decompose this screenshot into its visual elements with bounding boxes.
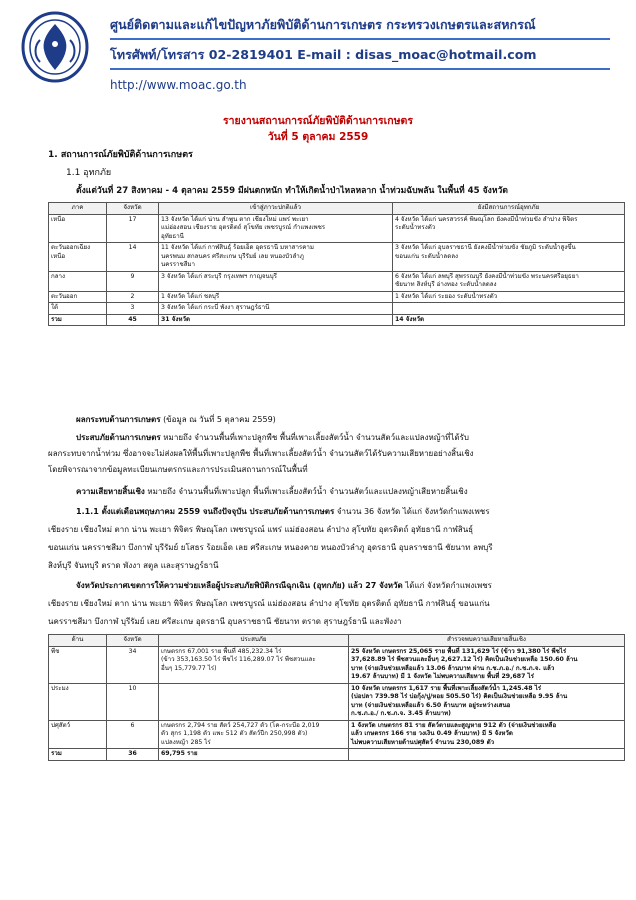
agency-title: ศูนย์ติดตามและแก้ไขปัญหาภัยพิบัติด้านการเกษตร กระทรวงเกษตรและสหกรณ์ bbox=[110, 17, 536, 32]
header-divider bbox=[110, 68, 610, 70]
affected-cell bbox=[159, 646, 349, 683]
affected-cell bbox=[159, 683, 349, 720]
cell-line: นครราชสีมา bbox=[161, 261, 196, 268]
cell-line: แล้ว เกษตรกร 166 ราย วงเงิน 0.49 ล้านบาท) มี 5 จังหวัด bbox=[351, 730, 513, 737]
count-cell: 6 bbox=[107, 720, 159, 749]
side-cell: ปศุสัตว์ bbox=[49, 720, 107, 749]
region-cell: เหนือ bbox=[49, 214, 107, 243]
col-header-region: ภาค bbox=[49, 203, 107, 215]
cell-line: ขอนแก่น ระดับน้ำลดลง bbox=[395, 252, 459, 260]
cell-line: 37,628.89 ไร่ พืชสวนและอื่นๆ 2,627.12 ไร่) คิดเป็นเงินช่วยเหลือ 150.60 ล้าน bbox=[351, 656, 578, 663]
cell-line: 6 จังหวัด ได้แก่ ลพบุรี สุพรรณบุรี ยังคงมีน้ำท่วมขัง พระนครศรีอยุธยา bbox=[395, 272, 579, 280]
ministry-seal-logo bbox=[20, 10, 90, 84]
total-damage bbox=[349, 749, 625, 761]
cell-line: 1 จังหวัด เกษตรกร 81 ราย สัตว์ตายและสูญหาย 912 ตัว (จ่ายเงินช่วยเหลือ bbox=[351, 721, 557, 729]
cell-line: 13 จังหวัด ได้แก่ น่าน ลำพูน ตาก เชียงใหม่ แพร่ พะเยา bbox=[161, 215, 309, 223]
damage-cell bbox=[349, 720, 625, 749]
total-label: รวม bbox=[49, 749, 107, 761]
normal-cell bbox=[159, 303, 393, 315]
total-count: 45 bbox=[107, 314, 159, 326]
cell-line: 3 จังหวัด ได้แก่ สระบุรี กรุงเทพฯ กาญจนบุรี bbox=[161, 272, 277, 280]
report-title: รายงานสถานการณ์ภัยพิบัติด้านการเกษตร bbox=[223, 115, 413, 127]
cell-line: (บ่อปลา 739.98 ไร่ บ่อกุ้ง/ปู/หอย 505.50 ไร่) คิดเป็นเงินช่วยเหลือ 9.95 ล้าน bbox=[351, 693, 568, 700]
cell-line: อื่นๆ 15,779.77 ไร่) bbox=[161, 664, 217, 672]
cell-line: 4 จังหวัด ได้แก่ นครสวรรค์ พิษณุโลก ยังคงมีน้ำท่วมขัง ลำปาง พิจิตร bbox=[395, 215, 578, 223]
table-header-row bbox=[49, 203, 625, 215]
table-row bbox=[49, 683, 625, 720]
col-header-normal: เข้าสู่ภาวะปกติแล้ว bbox=[159, 203, 393, 215]
cell-line: 1 จังหวัด ได้แก่ ชลบุรี bbox=[161, 292, 220, 300]
cell-line: ไม่พบความเสียหายด้านปศุสัตว์ จำนวน 230,089 ตัว bbox=[351, 738, 495, 746]
subsection-heading: 1.1 อุทกภัย bbox=[66, 168, 112, 178]
region-cell: ตะวันออก bbox=[49, 291, 107, 303]
letterhead bbox=[0, 0, 636, 100]
total-row bbox=[49, 749, 625, 761]
damage-definition: ความเสียหายสิ้นเชิง หมายถึง จำนวนพื้นที่เพาะปลูก พื้นที่เพาะเลี้ยงสัตว์น้ำ จำนวนสัตว์และแปลงหญ้าเสียหายสิ้นเชิง bbox=[76, 487, 468, 496]
table-row bbox=[49, 720, 625, 749]
emergency-declaration: จังหวัดประกาศเขตการให้ความช่วยเหลือผู้ประสบภัยพิบัติกรณีฉุกเฉิน (อุทกภัย) แล้ว 27 จังหวัด ได้แก่ จังหวัดกำแพงเพชร bbox=[76, 581, 492, 590]
flood-period: ตั้งแต่วันที่ 27 สิงหาคม - 4 ตุลาคม 2559 มีฝนตกหนัก ทำให้เกิดน้ำป่าไหลหลาก น้ำท่วมฉับพลัน ในพื้นที่ 45 จังหวัด bbox=[76, 186, 508, 196]
cell-line: อุทัยธานี bbox=[161, 232, 184, 240]
cell-line: บาท (จ่ายเงินช่วยเหลือแล้ว 13.06 ล้านบาท ผ่าน ก.ช.ภ.อ./ ก.ช.ภ.จ. แล้ว bbox=[351, 664, 555, 672]
col-header-count: จังหวัด bbox=[107, 203, 159, 215]
cell-line: 11 จังหวัด ได้แก่ กาฬสินธุ์ ร้อยเอ็ด อุดรธานี มหาสารคาม bbox=[161, 244, 314, 251]
damage-table bbox=[48, 634, 625, 761]
normal-cell bbox=[159, 271, 393, 291]
count-cell: 14 bbox=[107, 243, 159, 272]
impact-paragraph: โดยพิจารณาจากข้อมูลทะเบียนเกษตรกรและการประเมินสถานการณ์ในพื้นที่ bbox=[48, 465, 308, 474]
website-link[interactable]: http://www.moac.go.th bbox=[110, 78, 247, 92]
normal-cell bbox=[159, 214, 393, 243]
cell-line: 1 จังหวัด ได้แก่ ระยอง ระดับน้ำทรงตัว bbox=[395, 292, 498, 300]
region-cell: ตะวันออกเฉียงเหนือ bbox=[49, 243, 107, 272]
region-cell: กลาง bbox=[49, 271, 107, 291]
affected-summary: เชียงราย เชียงใหม่ ตาก น่าน พะเยา พิจิตร พิษณุโลก เพชรบูรณ์ แพร่ แม่ฮ่องสอน ลำปาง สุโขทัย อุตรดิตถ์ อุทัยธานี กาฬสินธุ์ bbox=[48, 525, 474, 534]
table-row bbox=[49, 303, 625, 315]
cell-line: 3 จังหวัด ได้แก่ กระบี่ พังงา สุราษฎร์ธานี bbox=[161, 304, 270, 311]
cell-line: ระดับน้ำทรงตัว bbox=[395, 224, 436, 231]
cell-line: (ข้าว 353,163.50 ไร่ พืชไร่ 116,289.07 ไร่ พืชสวนและ bbox=[161, 656, 316, 663]
emergency-declaration: นครราชสีมา บึงกาฬ บุรีรัมย์ เลย ศรีสะเกษ อุดรธานี อุบลราชธานี ชัยนาท ตราด สุราษฎร์ธานี และพังงา bbox=[48, 617, 402, 626]
normal-cell bbox=[159, 291, 393, 303]
count-cell: 9 bbox=[107, 271, 159, 291]
count-cell: 17 bbox=[107, 214, 159, 243]
damage-cell bbox=[349, 683, 625, 720]
cell-line: แปลงหญ้า 285 ไร่ bbox=[161, 738, 211, 746]
col-header-ongoing: ยังมีสถานการณ์อุทกภัย bbox=[393, 203, 625, 215]
impact-paragraph: ผลกระทบจากน้ำท่วม ซึ่งอาจจะไม่ส่งผลให้พื้นที่เพาะปลูกพืช พื้นที่เพาะเลี้ยงสัตว์น้ำ จำนวนสัตว์ได้รับความเสียหายอย่างสิ้นเชิง bbox=[48, 449, 474, 458]
cell-line: เกษตรกร 2,794 ราย สัตว์ 254,727 ตัว (โค-กระบือ 2,019 bbox=[161, 721, 320, 729]
count-cell: 2 bbox=[107, 291, 159, 303]
damage-cell bbox=[349, 646, 625, 683]
normal-cell bbox=[159, 243, 393, 272]
cell-line: แม่ฮ่องสอน เชียงราย อุตรดิตถ์ สุโขทัย เพชรบูรณ์ กำแพงเพชร bbox=[161, 224, 326, 231]
count-cell: 34 bbox=[107, 646, 159, 683]
total-count: 36 bbox=[107, 749, 159, 761]
col-header-damage: สำรวจพบความเสียหายสิ้นเชิง bbox=[349, 635, 625, 647]
total-ongoing: 14 จังหวัด bbox=[393, 314, 625, 326]
cell-line: ตัว สุกร 1,198 ตัว แพะ 512 ตัว สัตว์ปีก 250,998 ตัว) bbox=[161, 730, 308, 737]
total-normal: 31 จังหวัด bbox=[159, 314, 393, 326]
total-affected: 69,795 ราย bbox=[159, 749, 349, 761]
count-cell: 10 bbox=[107, 683, 159, 720]
flood-status-table bbox=[48, 202, 625, 326]
side-cell: พืช bbox=[49, 646, 107, 683]
ongoing-cell bbox=[393, 291, 625, 303]
cell-line: นครพนม สกลนคร ศรีสะเกษ บุรีรัมย์ เลย หนองบัวลำภู bbox=[161, 252, 304, 260]
cell-line: ชัยนาท สิงห์บุรี อ่างทอง ระดับน้ำลดลง bbox=[395, 281, 497, 288]
impact-paragraph: ประสบภัยด้านการเกษตร หมายถึง จำนวนพื้นที่เพาะปลูกพืช พื้นที่เพาะเลี้ยงสัตว์น้ำ จำนวนสัตว์และแปลงหญ้าที่ได้รับ bbox=[76, 433, 469, 442]
ongoing-cell bbox=[393, 214, 625, 243]
impact-heading: ผลกระทบด้านการเกษตร (ข้อมูล ณ วันที่ 5 ตุลาคม 2559) bbox=[76, 415, 276, 424]
cell-line: 19.67 ล้านบาท) มี 1 จังหวัด ไม่พบความเสียหาย พื้นที่ 29,687 ไร่ bbox=[351, 673, 534, 680]
table-row bbox=[49, 214, 625, 243]
ongoing-cell bbox=[393, 271, 625, 291]
col-header-affected: ประสบภัย bbox=[159, 635, 349, 647]
affected-summary: สิงห์บุรี จันทบุรี ตราด พังงา สตูล และสุราษฎร์ธานี bbox=[48, 561, 219, 570]
table-row bbox=[49, 243, 625, 272]
side-cell: ประมง bbox=[49, 683, 107, 720]
cell-line: เกษตรกร 67,001 ราย พื้นที่ 485,232.34 ไร่ bbox=[161, 647, 282, 655]
cell-line: ก.ช.ภ.อ./ ก.ช.ภ.จ. 3.45 ล้านบาท) bbox=[351, 710, 451, 717]
table-row bbox=[49, 646, 625, 683]
table-row bbox=[49, 271, 625, 291]
emergency-declaration: เชียงราย เชียงใหม่ ตาก น่าน พะเยา พิจิตร พิษณุโลก เพชรบูรณ์ แม่ฮ่องสอน ลำปาง สุโขทัย อุตรดิตถ์ อุทัยธานี กาฬสินธุ์ ขอนแก่น bbox=[48, 599, 490, 608]
total-row bbox=[49, 314, 625, 326]
cell-line: 3 จังหวัด ได้แก่ อุบลราชธานี ยังคงมีน้ำท่วมขัง ชัยภูมิ ระดับน้ำสูงขึ้น bbox=[395, 244, 576, 251]
table-row bbox=[49, 291, 625, 303]
count-cell: 3 bbox=[107, 303, 159, 315]
col-header-count: จังหวัด bbox=[107, 635, 159, 647]
region-cell: ใต้ bbox=[49, 303, 107, 315]
contact-line: โทรศัพท์/โทรสาร 02-2819401 E-mail : disas_moac@hotmail.com bbox=[110, 47, 537, 62]
ongoing-cell bbox=[393, 243, 625, 272]
cell-line: 25 จังหวัด เกษตรกร 25,065 ราย พื้นที่ 131,629 ไร่ (ข้าว 91,380 ไร่ พืชไร่ bbox=[351, 647, 567, 655]
total-label: รวม bbox=[49, 314, 107, 326]
report-date: วันที่ 5 ตุลาคม 2559 bbox=[267, 131, 369, 143]
cell-line: บาท (จ่ายเงินช่วยเหลือแล้ว 6.50 ล้านบาท อยู่ระหว่างเสนอ bbox=[351, 701, 511, 709]
affected-summary: ขอนแก่น นครราชสีมา บึงกาฬ บุรีรัมย์ ยโสธร ร้อยเอ็ด เลย ศรีสะเกษ หนองคาย หนองบัวลำภู อุดรธานี อุบลราชธานี ชัยนาท ลพบุรี bbox=[48, 543, 493, 552]
col-header-side: ด้าน bbox=[49, 635, 107, 647]
affected-cell bbox=[159, 720, 349, 749]
ongoing-cell bbox=[393, 303, 625, 315]
header-divider bbox=[110, 38, 610, 40]
section-heading: 1. สถานการณ์ภัยพิบัติด้านการเกษตร bbox=[48, 150, 193, 160]
cell-line: 10 จังหวัด เกษตรกร 1,617 ราย พื้นที่เพาะเลี้ยงสัตว์น้ำ 1,245.48 ไร่ bbox=[351, 684, 542, 692]
affected-summary: 1.1.1 ตั้งแต่เดือนพฤษภาคม 2559 จนถึงปัจจุบัน ประสบภัยด้านการเกษตร จำนวน 36 จังหวัด ได้แก่ จังหวัดกำแพงเพชร bbox=[76, 507, 490, 516]
table-header-row bbox=[49, 635, 625, 647]
